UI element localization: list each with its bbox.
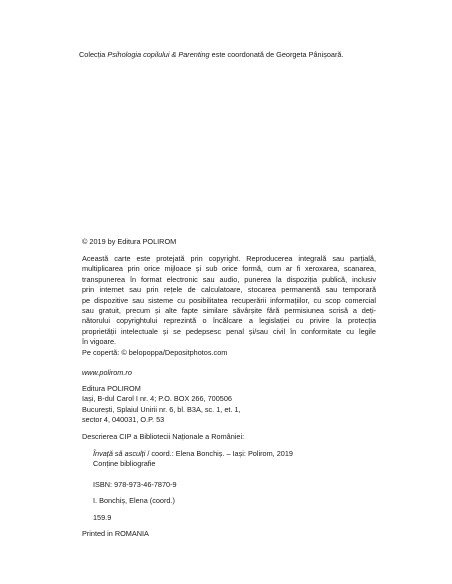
rights-line: nătorului copyrightului reprezintă o încălcare a legislației cu privire la protecția — [82, 316, 376, 326]
cip-book-title: Învață să asculți — [93, 449, 146, 458]
cover-credit: Pe copertă: © belopoppa/Depositphotos.com — [82, 348, 228, 357]
website-link[interactable]: www.polirom.ro — [82, 368, 132, 377]
address-line: Editura POLIROM — [82, 384, 141, 393]
classification-code: 159.9 — [93, 513, 112, 522]
rights-line: pe dispozitive sau sisteme cu posibilitatea recuperării informațiilor, cu scop comercial — [82, 295, 376, 305]
rights-notice — [82, 254, 376, 348]
cip-author: I. Bonchiș, Elena (coord.) — [93, 496, 175, 505]
series-name: Psihologia copilului & Parenting — [107, 50, 210, 59]
rights-line: transpunerea în format electronic sau audio, punerea la dispoziția publică, inclusiv — [82, 274, 376, 284]
isbn: ISBN: 978-973-46-7870-9 — [93, 480, 177, 489]
rights-line: Această carte este protejată prin copyright. Reproducerea integrală sau parțială, — [82, 254, 376, 263]
rights-line: prin internet sau prin rețele de calculatoare, stocarea permanentă sau temporară — [82, 285, 376, 295]
cip-note: Conține bibliografie — [93, 459, 156, 469]
address-line: București, Splaiul Unirii nr. 6, bl. B3A, sc. 1, et. 1, — [82, 404, 241, 414]
cip-record — [93, 449, 393, 470]
series-suffix: este coordonată de Georgeta Pânișoară. — [209, 50, 344, 59]
series-note — [79, 50, 379, 59]
rights-line: proprietății intelectuale și se pedepsesc penal și/sau civil în conformitate cu legile — [82, 326, 376, 336]
address-line: Iași, B-dul Carol I nr. 4; P.O. BOX 266, 700506 — [82, 394, 232, 404]
printed-in: Printed in ROMANIA — [82, 529, 149, 538]
rights-line: în vigoare. — [82, 337, 117, 347]
rights-line: sau gratuit, precum și alte fapte similare săvârșite fără permisiunea scrisă a deți- — [82, 306, 376, 316]
cip-book-details: / coord.: Elena Bonchiș. – Iași: Polirom, 2019 — [145, 449, 293, 458]
rights-line: multiplicarea prin orice mijloace și sub orice formă, cum ar fi xeroxarea, scanarea, — [82, 264, 376, 274]
cip-heading: Descrierea CIP a Bibliotecii Naționale a României: — [82, 432, 245, 441]
series-prefix: Colecția — [79, 50, 108, 59]
copyright-line: © 2019 by Editura POLIROM — [82, 237, 177, 246]
address-line: sector 4, 040031, O.P. 53 — [82, 415, 165, 425]
publisher-address — [82, 384, 382, 426]
cip-title-line — [93, 449, 393, 459]
